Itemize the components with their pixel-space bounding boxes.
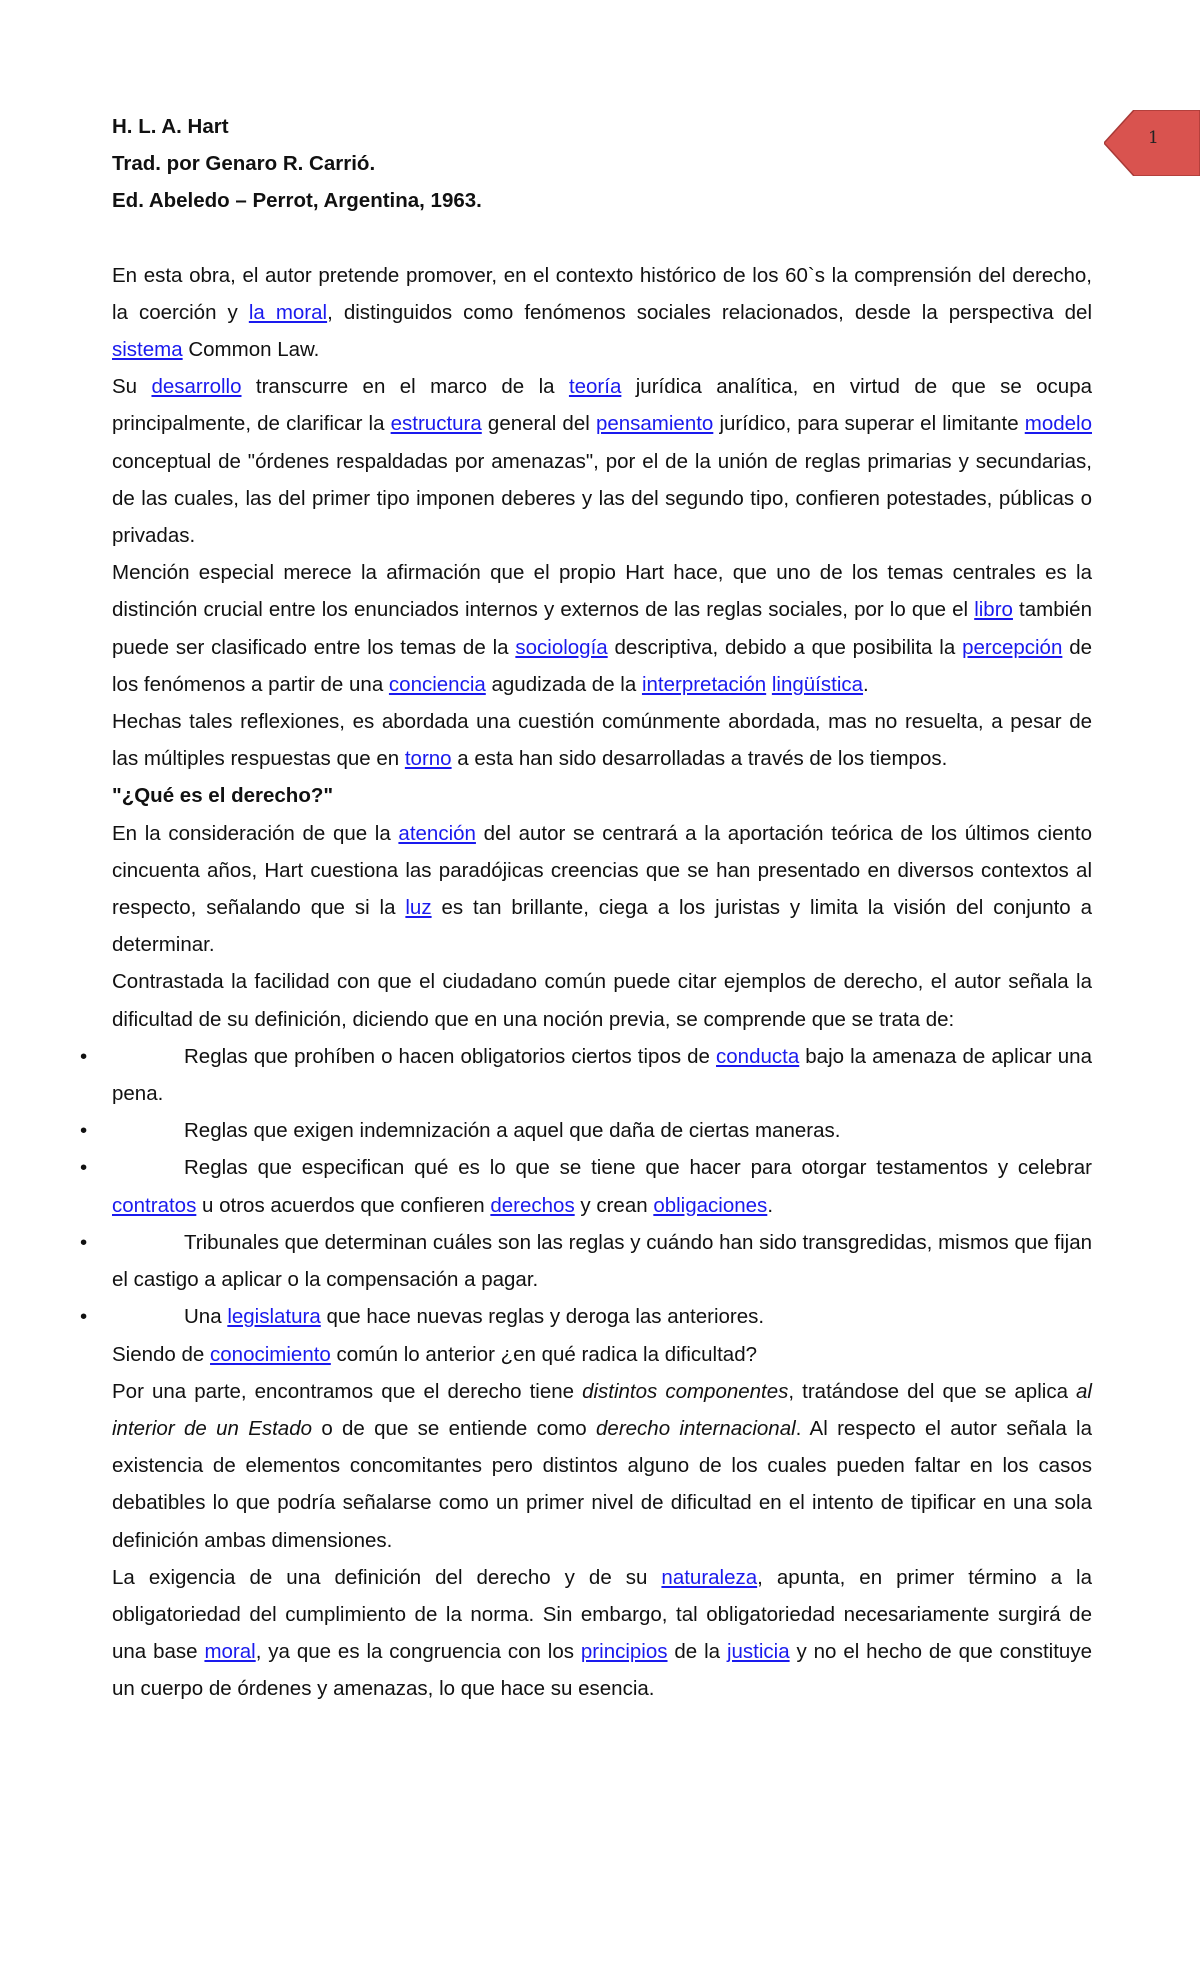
link-obligaciones[interactable]: obligaciones: [653, 1193, 768, 1217]
link-estructura[interactable]: estructura: [390, 412, 482, 436]
bullet: •: [80, 1156, 88, 1180]
list-item: • Reglas que prohíben o hacen obligatorios ciertos tipos de conducta bajo la amenaza de aplicar una pena.: [112, 1038, 1092, 1112]
list-item: • Una legislatura que hace nuevas reglas y deroga las anteriores.: [112, 1298, 1092, 1335]
paragraph-componentes: Por una parte, encontramos que el derecho tiene distintos componentes, tratándose del que se aplica al interior de un Estado o de que se entiende como derecho internacional. Al respecto el autor señala la existencia de elementos concomitantes pero distintos alguno de los cuales pueden faltar en los casos debatibles lo que podría señalarse como un primer nivel de dificultad en el intento de tipificar en una sola definición ambas dimensiones.: [112, 1379, 1092, 1552]
paragraph-intro: En esta obra, el autor pretende promover, en el contexto histórico de los 60`s la comprensión del derecho, la coerción y la moral, distinguidos como fenómenos sociales relacionados, desde la perspectiva del sistema Common Law.: [112, 263, 1092, 362]
link-conocimiento[interactable]: conocimiento: [210, 1342, 331, 1366]
bullet: •: [80, 1119, 88, 1143]
paragraph-mencion: Mención especial merece la afirmación que el propio Hart hace, que uno de los temas centrales es la distinción crucial entre los enunciados internos y externos de las reglas sociales, por lo que el libro también puede ser clasificado entre los temas de la sociología descriptiva, debido a que posibilita la percepción de los fenómenos a partir de una conciencia agudizada de la interpretación lingüística.: [112, 561, 1092, 696]
link-contratos[interactable]: contratos: [112, 1193, 197, 1217]
author-line: H. L. A. Hart: [112, 115, 229, 138]
bullet: •: [80, 1230, 88, 1254]
link-conducta[interactable]: conducta: [716, 1044, 800, 1068]
link-modelo[interactable]: modelo: [1024, 412, 1092, 436]
link-legislatura[interactable]: legislatura: [227, 1305, 321, 1329]
bullet: •: [80, 1044, 88, 1068]
paragraph-contrastada: Contrastada la facilidad con que el ciudadano común puede citar ejemplos de derecho, el autor señala la dificultad de su definición, diciendo que en una noción previa, se comprende que se trata de:: [112, 970, 1092, 1031]
link-desarrollo[interactable]: desarrollo: [151, 375, 242, 399]
link-interpretacion[interactable]: interpretación: [641, 672, 767, 696]
edition-line: Ed. Abeledo – Perrot, Argentina, 1963.: [112, 189, 482, 213]
list-item: • Tribunales que determinan cuáles son las reglas y cuándo han sido transgredidas, mismos que fijan el castigo a aplicar o la compensación a pagar.: [112, 1224, 1092, 1298]
list-item: • Reglas que especifican qué es lo que se tiene que hacer para otorgar testamentos y celebrar contratos u otros acuerdos que confieren derechos y crean obligaciones.: [112, 1149, 1092, 1223]
paragraph-siendo: Siendo de conocimiento común lo anterior ¿en qué radica la dificultad?: [112, 1342, 758, 1366]
link-luz[interactable]: luz: [405, 896, 432, 920]
section-heading: "¿Qué es el derecho?": [112, 784, 334, 808]
link-naturaleza[interactable]: naturaleza: [661, 1565, 758, 1589]
link-moral[interactable]: moral: [204, 1640, 256, 1664]
link-libro[interactable]: libro: [974, 598, 1013, 622]
list-item: • Reglas que exigen indemnización a aquel que daña de ciertas maneras.: [112, 1112, 1092, 1149]
link-pensamiento[interactable]: pensamiento: [595, 412, 714, 436]
link-percepcion[interactable]: percepción: [962, 635, 1063, 659]
paragraph-desarrollo: Su desarrollo transcurre en el marco de la teoría jurídica analítica, en virtud de que se ocupa principalmente, de clarificar la estructura general del pensamiento jurídico, para superar el limitante modelo conceptual de "órdenes respaldadas por amenazas", por el de la unión de reglas primarias y secundarias, de las cuales, las del primer tipo imponen deberes y las del segundo tipo, confieren potestades, públicas o privadas.: [112, 375, 1092, 548]
link-sociologia[interactable]: sociología: [515, 635, 608, 659]
link-conciencia[interactable]: conciencia: [388, 672, 486, 696]
paragraph-exigencia: La exigencia de una definición del derecho y de su naturaleza, apunta, en primer término a la obligatoriedad del cumplimiento de la norma. Sin embargo, tal obligatoriedad necesariamente surgirá de una base moral, ya que es la congruencia con los principios de la justicia y no el hecho de que constituye un cuerpo de órdenes y amenazas, lo que hace su esencia.: [112, 1565, 1092, 1701]
link-torno[interactable]: torno: [404, 747, 452, 771]
link-sistema[interactable]: sistema: [112, 338, 183, 362]
rules-list: [80, 1038, 1092, 1336]
paragraph-reflexiones: Hechas tales reflexiones, es abordada una cuestión comúnmente abordada, mas no resuelta, a pesar de las múltiples respuestas que en torno a esta han sido desarrolladas a través de los tiempos.: [112, 710, 1092, 771]
translator-line: Trad. por Genaro R. Carrió.: [112, 152, 376, 176]
bullet: •: [80, 1305, 88, 1329]
link-linguistica[interactable]: lingüística: [771, 672, 864, 696]
link-justicia[interactable]: justicia: [726, 1640, 790, 1664]
document-body: [80, 108, 1092, 1708]
page-number: 1: [1148, 128, 1159, 148]
link-teoria[interactable]: teoría: [568, 375, 622, 399]
paragraph-consideracion: En la consideración de que la atención del autor se centrará a la aportación teórica de los últimos ciento cincuenta años, Hart cuestiona las paradójicas creencias que se han presentado en diversos contextos al respecto, señalando que si la luz es tan brillante, ciega a los juristas y limita la visión del conjunto a determinar.: [112, 821, 1092, 957]
link-atencion[interactable]: atención: [398, 821, 476, 845]
link-principios[interactable]: principios: [580, 1640, 668, 1664]
link-derechos[interactable]: derechos: [490, 1193, 575, 1217]
link-la-moral[interactable]: la moral: [248, 300, 328, 324]
